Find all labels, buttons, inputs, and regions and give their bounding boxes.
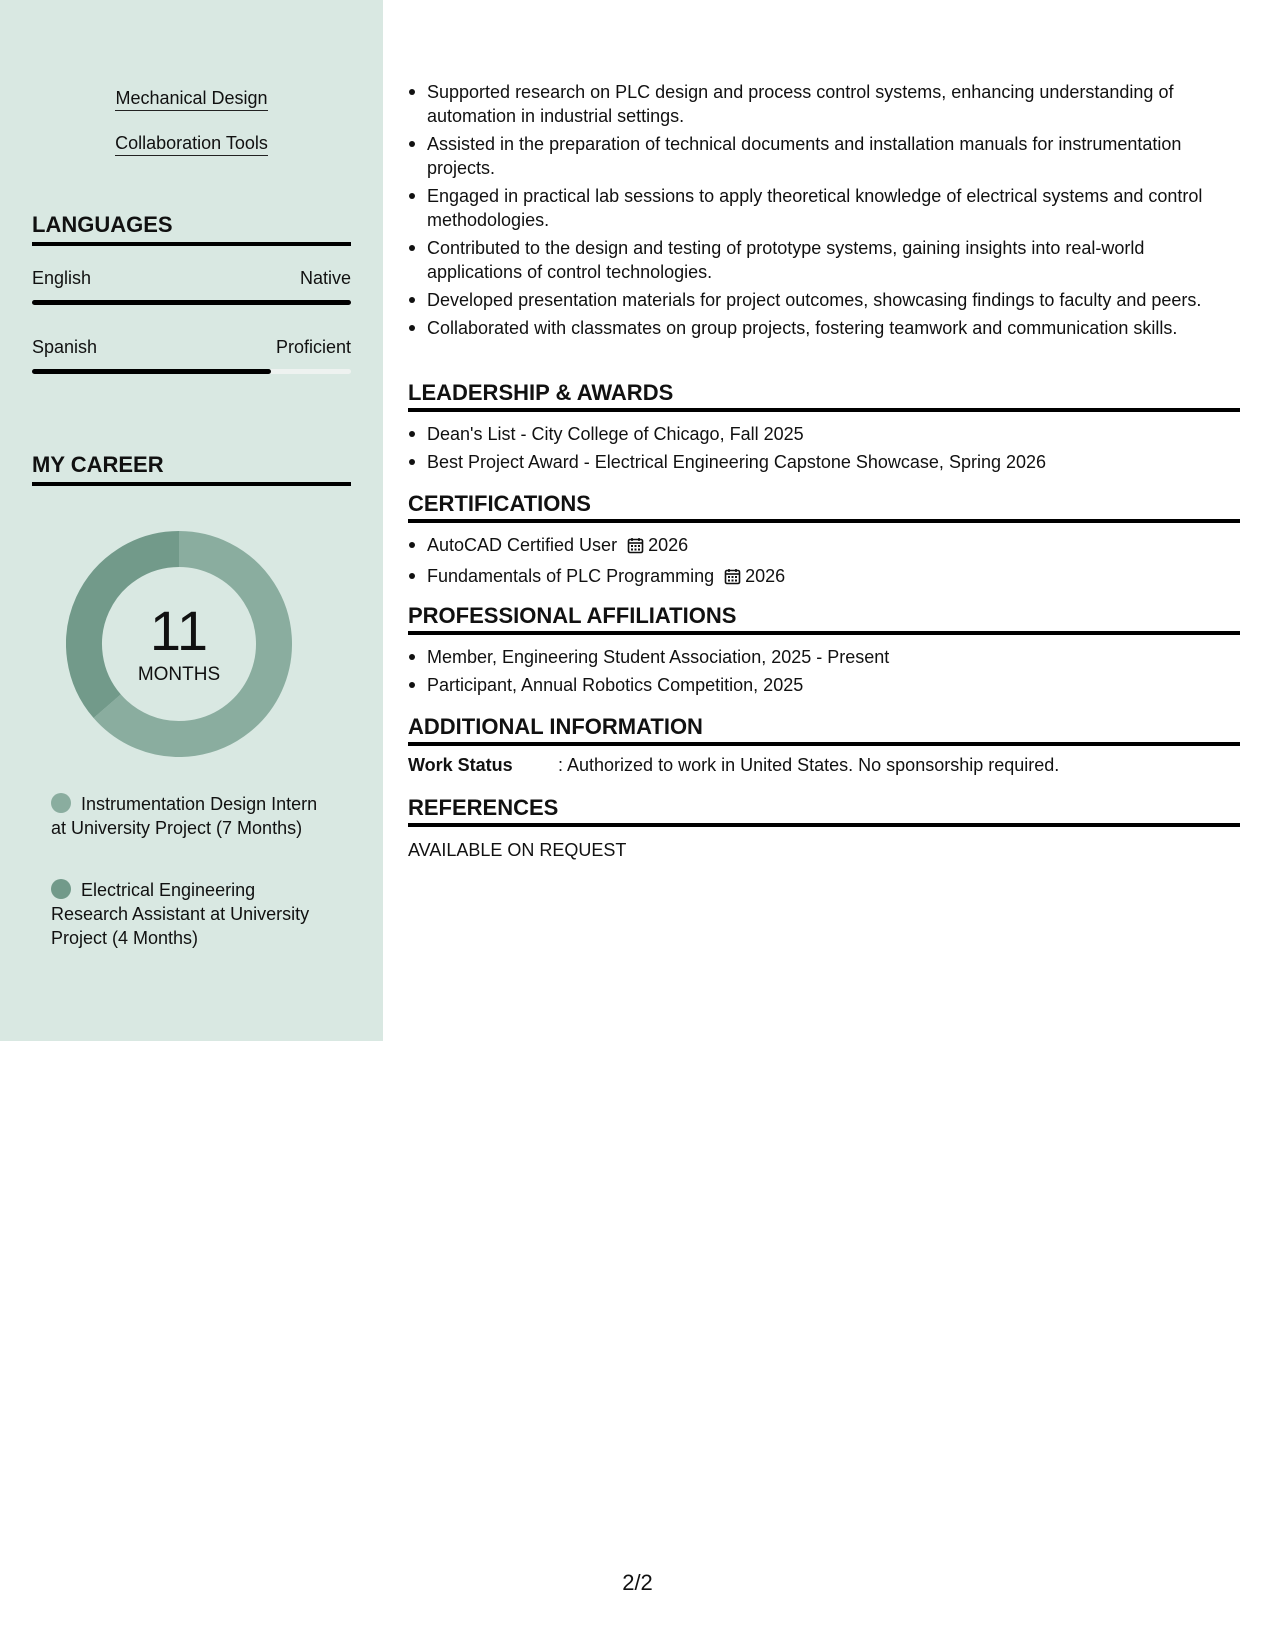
career-legend-item: Instrumentation Design Intern at University Project (7 Months) [51,794,318,838]
page-number: 2/2 [622,1570,653,1595]
language-bar-fill [32,369,271,374]
list-item: Fundamentals of PLC Programming 2026 [408,564,1240,591]
list-item: Assisted in the preparation of technical documents and installation manuals for instrumentation projects. [408,132,1240,180]
skill-item: Mechanical Design [0,88,383,111]
language-bar-fill [32,300,351,305]
additional-info-heading: ADDITIONAL INFORMATION [408,714,1240,746]
work-status-row [408,755,1059,776]
affiliations-heading: PROFESSIONAL AFFILIATIONS [408,603,1240,635]
leadership-list [408,422,1240,478]
work-status-value: : Authorized to work in United States. No sponsorship required. [558,755,1060,775]
language-row [32,337,351,358]
language-bar [32,369,351,374]
language-level: Native [299,268,351,288]
language-name: English [32,268,92,288]
sidebar [0,0,383,1041]
list-item: Collaborated with classmates on group projects, fostering teamwork and communication skills. [408,316,1240,340]
career-heading: MY CAREER [32,452,351,486]
language-name: Spanish [32,337,98,357]
calendar-icon [627,536,644,560]
certifications-list [408,533,1240,595]
list-item: Developed presentation materials for project outcomes, showcasing findings to faculty and peers. [408,288,1240,312]
leadership-heading: LEADERSHIP & AWARDS [408,380,1240,412]
list-item: Best Project Award - Electrical Engineering Capstone Showcase, Spring 2026 [408,450,1240,474]
legend-dot [51,879,71,899]
languages-heading: LANGUAGES [32,212,351,246]
references-heading: REFERENCES [408,795,1240,827]
list-item: Dean's List - City College of Chicago, Fall 2025 [408,422,1240,446]
career-donut-chart [66,531,292,757]
list-item: Engaged in practical lab sessions to apply theoretical knowledge of electrical systems and control methodologies. [408,184,1240,232]
references-text: AVAILABLE ON REQUEST [408,840,627,860]
list-item: Supported research on PLC design and process control systems, enhancing understanding of automation in industrial settings. [408,80,1240,128]
list-item: AutoCAD Certified User 2026 [408,533,1240,560]
language-level: Proficient [275,337,351,357]
list-item: Contributed to the design and testing of prototype systems, gaining insights into real-world applications of control technologies. [408,236,1240,284]
list-item: Participant, Annual Robotics Competition, 2025 [408,673,1240,697]
career-legend-item: Electrical Engineering Research Assistant at University Project (4 Months) [51,880,310,948]
work-status-label: Work Status [408,755,513,775]
skill-item: Collaboration Tools [0,133,383,156]
language-bar [32,300,351,305]
experience-bullets [408,80,1240,344]
language-row [32,268,351,289]
calendar-icon [724,567,741,591]
career-total: 11 [149,599,209,662]
career-unit: MONTHS [137,664,221,685]
list-item: Member, Engineering Student Association, 2025 - Present [408,645,1240,669]
legend-dot [51,793,71,813]
affiliations-list [408,645,1240,701]
certifications-heading: CERTIFICATIONS [408,491,1240,523]
